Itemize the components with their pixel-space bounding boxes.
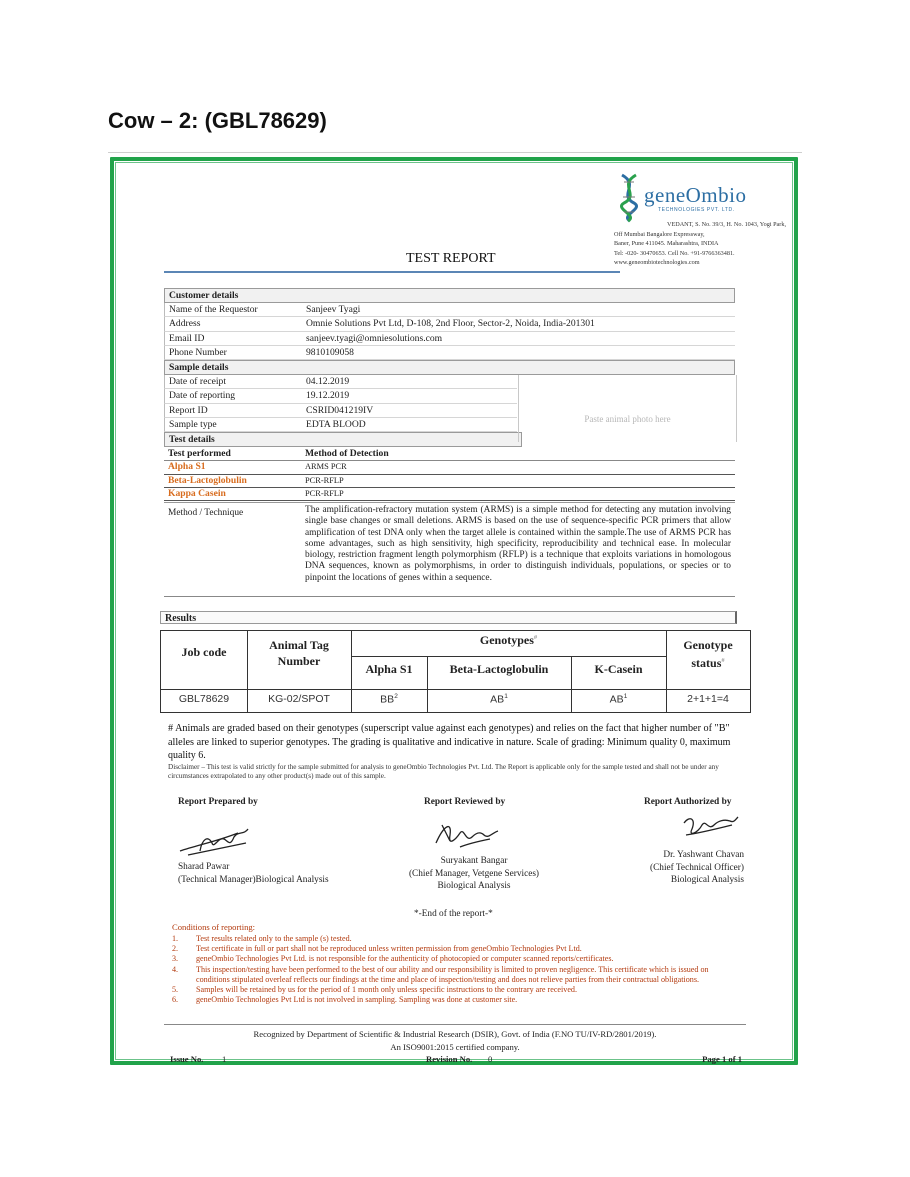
condition-item	[172, 934, 744, 944]
company-address	[614, 220, 786, 268]
footer-recognition: Recognized by Department of Scientific & Industrial Research (DSIR), Govt. of India (F.NO TU/IV-RD/2801/2019).	[253, 1029, 657, 1039]
detail-row	[164, 303, 735, 317]
test-table-header	[164, 447, 735, 461]
detail-label: Date of reporting	[169, 390, 236, 402]
footer-rule	[164, 1024, 746, 1025]
detail-label: Date of receipt	[169, 376, 226, 388]
detail-row	[164, 404, 517, 418]
cell-job-code: GBL78629	[178, 693, 230, 705]
cell-genotype-status: 2+1+1=4	[687, 693, 729, 705]
cell-alpha-s1	[351, 693, 427, 706]
issue-label: Issue No.	[170, 1054, 204, 1064]
address-line: Off Mumbai Bangalore Expressway,	[614, 230, 705, 238]
header-genotypes-text: Genotypes	[479, 633, 534, 647]
logo-name: geneOmbio	[644, 183, 747, 207]
alpha-score: 2	[394, 693, 398, 700]
header-k-casein: K-Casein	[594, 662, 643, 676]
beta-score: 1	[504, 693, 508, 700]
kappa-genotype: AB	[609, 693, 624, 706]
condition-number: 5.	[172, 985, 179, 995]
test-method: PCR-RFLP	[305, 488, 344, 498]
test-details-heading: Test details	[164, 432, 522, 447]
grading-note-a: # Animals are graded based on their genotypes (superscript value against each genotypes) and relies on the fact that higher number of "B" alleles are linked to superior genotypes.	[168, 723, 730, 748]
detail-value: 19.12.2019	[306, 390, 350, 402]
condition-item	[172, 995, 744, 1005]
test-name: Kappa Casein	[168, 487, 226, 499]
detail-value: 04.12.2019	[306, 376, 350, 388]
condition-text: This inspection/testing have been performed to the best of our ability and our responsibility is limited to proven negligence. This certificate which is issued on conditions stipulated overleaf reflects our findings at the time and place of inspection/testing and does not relieve parties from their contractual obligations.	[196, 964, 709, 984]
detail-value: sanjeev.tyagi@omniesolutions.com	[306, 332, 443, 344]
header-job-code: Job code	[181, 645, 227, 659]
header-genotypes	[351, 633, 666, 648]
condition-item	[172, 965, 744, 985]
condition-text: Samples will be retained by us for the period of 1 month only unless specific instructions to the contrary are received.	[196, 985, 577, 995]
method-label: Method / Technique	[168, 508, 244, 518]
detail-row	[164, 389, 517, 403]
prepared-heading: Report Prepared by	[178, 797, 258, 807]
revision-value: 0	[488, 1054, 493, 1064]
conditions-list	[172, 934, 744, 1005]
title-rule	[164, 271, 620, 273]
reviewed-heading: Report Reviewed by	[424, 797, 506, 807]
detail-label: Report ID	[169, 404, 208, 416]
website: www.geneombiotechnologies.com	[614, 259, 700, 267]
page-heading: Cow – 2: (GBL78629)	[108, 108, 327, 133]
condition-number: 3.	[172, 954, 179, 964]
method-technique	[164, 502, 735, 583]
test-name: Alpha S1	[168, 461, 206, 473]
condition-number: 1.	[172, 934, 179, 943]
test-row	[164, 488, 735, 501]
test-method: PCR-RFLP	[305, 475, 344, 485]
alpha-genotype: BB	[380, 693, 395, 706]
beta-genotype: AB	[490, 693, 505, 706]
conditions-heading: Conditions of reporting:	[172, 922, 256, 932]
header-status-text: Genotype status	[683, 638, 733, 670]
authorized-role: (Chief Technical Officer)	[650, 862, 744, 873]
grading-note	[168, 722, 740, 763]
reviewed-by	[398, 855, 550, 893]
animal-photo-placeholder[interactable]	[518, 375, 737, 442]
signature-reviewed	[430, 817, 502, 855]
results-heading: Results	[160, 611, 737, 624]
detail-row	[164, 375, 517, 389]
detail-row	[164, 418, 517, 432]
detail-label: Phone Number	[169, 346, 227, 358]
condition-item	[172, 954, 744, 964]
cell-beta-lactoglobulin	[427, 693, 571, 706]
cell-k-casein	[571, 693, 666, 706]
reviewed-name: Suryakant Bangar	[440, 856, 508, 866]
detail-value: 9810109058	[306, 346, 354, 358]
address-line: VEDANT, S. No. 39/3, H. No. 1043, Yogi Park,	[667, 221, 786, 228]
sample-area	[164, 375, 735, 447]
signature-authorized	[680, 811, 740, 843]
address-line: Baner, Pune 411045. Maharashtra, INDIA	[614, 240, 719, 248]
results-table	[160, 630, 751, 713]
method-text: The amplification-refractory mutation system (ARMS) is a simple method for detecting any mutation involving single base changes or small deletions. ARMS is based on the use of sequence-specific PCR primers that allow amplification of test DNA only when the target allele is contained within the sample.The use of ARMS PCR has some advantages, such as high sensitivity, high specificity, reproducibility and technical ease. In molecular biology, restriction fragment length polymorphism (RFLP) is a technique that exploits variations in homologous DNA sequences, known as polymorphisms, in order to distinguish individuals, populations, or species or to pinpoint the locations of genes within a sequence.	[305, 505, 731, 583]
header-beta-lactoglobulin: Beta-Lactoglobulin	[449, 662, 549, 676]
issue-value: 1	[222, 1054, 227, 1064]
reviewed-dept: Biological Analysis	[437, 881, 511, 892]
authorized-name: Dr. Yashwant Chavan	[663, 850, 744, 860]
header-alpha-s1: Alpha S1	[365, 662, 413, 676]
authorized-heading: Report Authorized by	[644, 797, 732, 807]
detail-value: CSRID041219IV	[306, 404, 374, 416]
logo-tagline: TECHNOLOGIES PVT. LTD.	[658, 207, 735, 213]
prepared-name: Sharad Pawar	[178, 862, 230, 872]
sample-details-heading: Sample details	[164, 360, 735, 375]
customer-details-heading: Customer details	[164, 288, 735, 303]
detail-label: Email ID	[169, 332, 205, 344]
test-row	[164, 461, 735, 474]
condition-item	[172, 985, 744, 995]
detail-value: EDTA BLOOD	[306, 419, 366, 431]
test-name: Beta-Lactoglobulin	[168, 474, 247, 486]
authorized-by	[614, 849, 744, 887]
top-divider	[108, 152, 802, 153]
detail-row	[164, 317, 735, 331]
cell-animal-tag: KG-02/SPOT	[268, 693, 330, 705]
condition-text: Test certificate in full or part shall not be reproduced unless written permission from geneOmbio Technologies Pvt Ltd.	[196, 944, 582, 954]
revision-label: Revision No.	[426, 1054, 473, 1064]
detail-label: Sample type	[169, 419, 217, 431]
detail-value: Omnie Solutions Pvt Ltd, D-108, 2nd Floor, Sector-2, Noida, India-201301	[306, 318, 595, 330]
address-line: Tel: -020- 30470653. Cell No. +91-9766363481.	[614, 249, 735, 257]
detail-row	[164, 332, 735, 346]
detail-value: Sanjeev Tyagi	[306, 304, 361, 315]
footer-iso: An ISO9001:2015 certified company.	[390, 1042, 520, 1052]
details-table	[164, 288, 735, 501]
reviewed-role: (Chief Manager, Vetgene Services)	[408, 868, 540, 879]
photo-placeholder-text: Paste animal photo here	[584, 414, 671, 425]
grading-note-b: The grading is qualitative and indicative in nature. Scale of grading: Minimum quality 0, maximum quality 6.	[168, 736, 731, 762]
test-method: ARMS PCR	[305, 462, 347, 472]
prepared-role: (Technical Manager)Biological Analysis	[178, 874, 329, 885]
col-method: Method of Detection	[305, 448, 389, 460]
end-of-report: *-End of the report-*	[414, 909, 493, 919]
detail-label: Name of the Requestor	[169, 304, 258, 315]
authorized-dept: Biological Analysis	[670, 875, 744, 886]
test-row	[164, 475, 735, 488]
report-frame	[110, 157, 798, 1065]
kappa-score: 1	[623, 693, 628, 700]
detail-row	[164, 346, 735, 360]
condition-number: 6.	[172, 995, 179, 1005]
condition-text: Test results related only to the sample (s) tested.	[196, 934, 352, 943]
status-mark: #	[721, 657, 725, 664]
col-test-performed: Test performed	[168, 448, 231, 460]
signature-prepared	[178, 821, 258, 859]
detail-label: Address	[169, 318, 201, 330]
condition-number: 2.	[172, 944, 179, 954]
condition-item	[172, 944, 744, 954]
genotypes-mark: #	[533, 634, 538, 641]
page-number: Page 1 of 1	[702, 1054, 742, 1064]
report-title: TEST REPORT	[406, 251, 496, 266]
prepared-by	[178, 861, 329, 886]
condition-number: 4.	[172, 964, 179, 974]
condition-text: geneOmbio Technologies Pvt Ltd is not involved in sampling. Sampling was done at customer site.	[196, 995, 518, 1005]
header-genotype-status	[666, 637, 750, 671]
disclaimer: Disclaimer – This test is valid strictly for the sample submitted for analysis to geneOmbio Technologies Pvt. Ltd. The Report is applicable only for the sample tested and shall not be under any circumstances extrapolated to any other product(s) made out of this sample.	[168, 763, 719, 781]
dna-helix-icon	[614, 173, 644, 223]
condition-text: geneOmbio Technologies Pvt Ltd. is not responsible for the authenticity of photocopied or computer scanned reports/certificates.	[196, 954, 614, 964]
header-animal-tag: Animal Tag Number	[269, 638, 329, 668]
